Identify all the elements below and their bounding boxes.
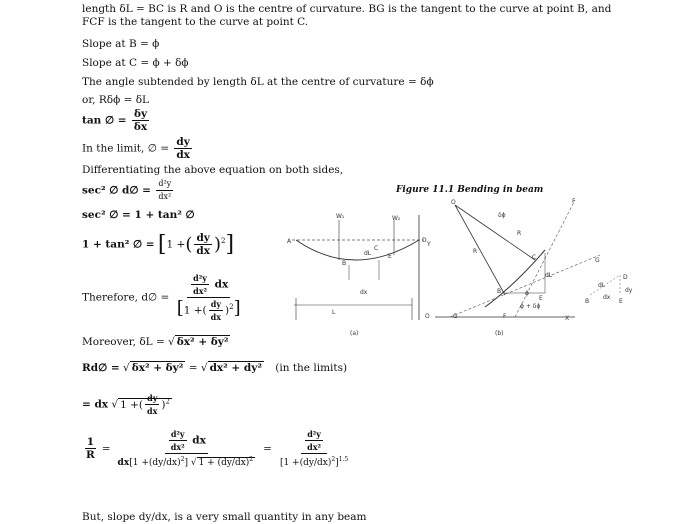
label-a: A [287, 238, 292, 245]
moreover-rhs: δx² + δy² [176, 336, 229, 348]
dx2-den: dx² [158, 192, 172, 201]
tan-equation [82, 108, 151, 133]
therefore-fraction [175, 272, 243, 323]
angle-subtended: The angle subtended by length δL at the centre of curvature = δϕ [82, 76, 434, 88]
slope-at-b: Slope at B = ϕ [82, 38, 160, 50]
one-plus-5: 1 + [283, 458, 300, 468]
dx-sqrt-body: 1 +( $\frac{dy}{dx}$ )$^2$ [120, 393, 170, 416]
exp-2-a: 2 [221, 237, 226, 245]
exp-15: 1.5 [338, 456, 349, 463]
one-plus-1: 1 + [166, 238, 186, 251]
label-r2: R [517, 230, 522, 237]
label-o-b: O [451, 199, 456, 206]
rdphi-note: (in the limits) [275, 362, 348, 374]
dx-3: dx [147, 406, 158, 416]
curv2-num [301, 428, 327, 454]
intro-paragraph: length δL = BC is R and O is the centre of curvature. BG is the tangent to the curve at point B, and FCF is the tangent to the curve at point C. [82, 3, 612, 28]
curvature-frac-1 [116, 428, 258, 469]
sec1-lhs: sec² ∅ d∅ = [82, 184, 151, 197]
curv1-num [165, 428, 208, 454]
curv1-den: $dx[1 +(dy/dx)^2]$ √ $1 + (dy/dx)^2$ [117, 456, 254, 468]
curv1-sqrt: $1 + (dy/dx)^2$ [198, 456, 254, 468]
curv2-den: $[1 +(dy/dx)^2]^{1.5}$ [279, 456, 349, 468]
delta-x: δx [133, 121, 148, 133]
one-over-r [84, 436, 97, 461]
limit-equation [82, 136, 194, 161]
slope-at-c: Slope at C = ϕ + δϕ [82, 57, 189, 69]
dx-lhs: = dx [82, 398, 109, 411]
dy-dx-frac-1 [194, 232, 212, 257]
sec3-lhs: 1 + tan² ∅ = [82, 238, 155, 251]
dx2-b: dx² [193, 286, 207, 296]
label-g-bottom: G [453, 313, 458, 320]
label-e-a: E [388, 253, 392, 260]
label-c-b: C [532, 254, 537, 261]
dy-over-dx-delta [132, 108, 149, 133]
dx-2: dx [210, 312, 222, 322]
label-l: L [332, 309, 336, 316]
label-r1: R [473, 248, 478, 255]
curvature-frac-2 [278, 428, 350, 469]
label-o-a: O [425, 313, 430, 320]
dy-dx-fraction [174, 136, 192, 161]
label-d-a: D [422, 237, 427, 244]
rdphi-sqrt-1: δx² + δy² [131, 362, 184, 374]
label-w1: W₁ [336, 213, 345, 220]
moreover-lhs: Moreover, δL = [82, 336, 165, 348]
rdphi-sqrt-2: dx² + dy² [209, 362, 262, 374]
rdphi-equation: Rd∅ = √ δx² + δy² = √ dx² + dy² (in the limits) [82, 362, 348, 374]
label-d-b: D [623, 274, 628, 281]
one-plus-3: 1 + [120, 398, 139, 411]
differentiating-line: Differentiating the above equation on both sides, [82, 164, 344, 176]
label-dphi: δϕ [498, 212, 506, 219]
label-y: Y [427, 241, 431, 248]
label-phi: ϕ [525, 290, 529, 297]
label-b-a: B [342, 260, 347, 267]
label-b-b: B [497, 288, 502, 295]
label-dl-inset: dL [598, 282, 606, 289]
one-plus-2: 1 + [183, 304, 203, 317]
therefore-num [187, 272, 230, 298]
exp-2-b: 2 [229, 303, 234, 311]
r-den: R [86, 449, 95, 461]
dx-b: dx [214, 278, 229, 291]
label-f-top: F [572, 198, 576, 205]
dy-dx-frac-2 [209, 298, 223, 323]
d2y-d: d²y [307, 429, 321, 439]
dy-2: dy [210, 299, 221, 309]
dx-1: dx [196, 245, 210, 257]
exp-2-c: 2 [165, 397, 170, 405]
radius-oc [455, 205, 535, 260]
label-dx-a: dx [360, 289, 368, 296]
dy-dx-frac-3 [145, 392, 159, 417]
d2y-dx2-c [169, 428, 187, 453]
tan-lhs: tan ∅ = [82, 114, 127, 127]
dx-space: dx [117, 458, 130, 468]
caption-b: (b) [495, 330, 504, 337]
figure-a [284, 210, 434, 340]
label-g-right: G [595, 257, 600, 264]
dy-3: dy [147, 393, 158, 403]
d2y-dx2-small [156, 178, 173, 203]
therefore-equation [82, 272, 245, 323]
moreover-equation: Moreover, δL = √ δx² + δy² [82, 336, 229, 348]
dx-den: dx [176, 149, 190, 161]
label-dx-b: dx [603, 294, 611, 301]
label-e-b: E [539, 295, 543, 302]
dx2-c: dx² [170, 442, 185, 452]
dy-num: dy [176, 136, 190, 148]
label-b-inset: B [585, 298, 590, 305]
label-dl-b: dL [545, 272, 553, 279]
dx-sqrt-equation: = dx √ 1 +( $\frac{dy}{dx}$ )$^2$ [82, 393, 170, 416]
label-phi-dphi: ϕ + δϕ [520, 303, 541, 310]
sec-equation-2: sec² ∅ = 1 + tan² ∅ [82, 209, 195, 221]
r-delta-phi: or, Rδϕ = δL [82, 94, 150, 106]
label-e-inset: E [619, 298, 623, 305]
delta-y: δy [133, 108, 148, 120]
limit-lhs: In the limit, ∅ = [82, 142, 169, 155]
curvature-equation: $\frac{1}{R}$ = $\frac{\text{d²y}}{\text{dx²}}$ dx $dx[1 +(dy/dx)^2]$ √ $1 + (dy/dx)^2$ = $\frac{\frac{\text{d²y}}{\text{dx²}}}{[1 +(dy/dx)^2]^{1.5}}$ [86, 429, 349, 468]
dy-1: dy [196, 232, 210, 244]
therefore-lhs: Therefore, d∅ = [82, 291, 170, 304]
rdphi-lhs: Rd∅ = [82, 362, 120, 374]
one-plus-4: 1 + [132, 458, 149, 468]
d2y-c: d²y [170, 429, 185, 439]
d2y-b: d²y [193, 273, 207, 283]
figure-caption: Figure 11.1 Bending in beam [396, 185, 544, 195]
label-x: X [565, 315, 570, 322]
dx2-d: dx² [307, 442, 322, 452]
caption-a: (a) [350, 330, 359, 337]
sec-equation-1 [82, 178, 175, 203]
figure-b [435, 195, 635, 340]
label-c-a: C [374, 245, 379, 252]
label-dl-a: dL [364, 250, 372, 257]
label-w2: W₂ [392, 215, 401, 222]
therefore-den: [1 +( $\frac{dy}{dx}$ )$^2$] [176, 297, 241, 322]
d2y-dx2-b [191, 272, 209, 297]
label-dy-b: dy [625, 287, 633, 294]
deflection-curve [296, 240, 419, 260]
bottom-cut-line: But, slope dy/dx, is a very small quantity in any beam [82, 511, 367, 523]
d2y-num: d²y [156, 178, 173, 191]
label-f-bottom: F [503, 313, 507, 320]
sec-equation-3: 1 + tan² ∅ = [1 +( $\frac{dy}{dx}$ )$^2$] [82, 232, 235, 257]
one-num: 1 [86, 436, 95, 448]
d2y-dx2-d [305, 428, 323, 453]
dx-c: dx [192, 434, 206, 447]
